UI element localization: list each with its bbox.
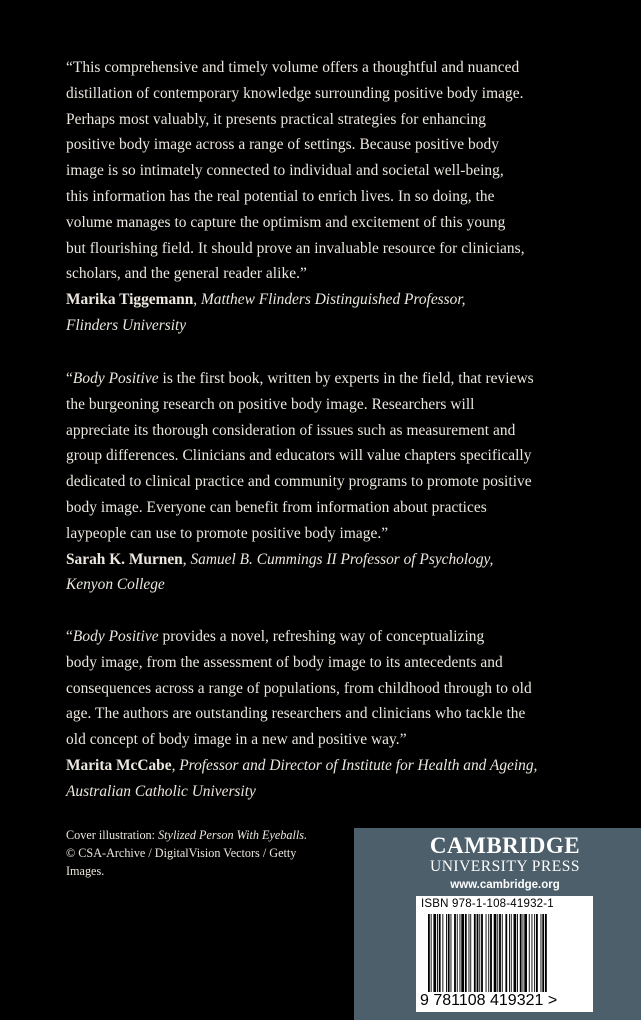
quote-line: old concept of body image in a new and positive way.” bbox=[66, 731, 407, 749]
quote-line: image is so intimately connected to individual and societal well-being, bbox=[66, 162, 504, 180]
author-name: Sarah K. Murnen bbox=[66, 550, 183, 568]
author-affiliation: Flinders University bbox=[66, 316, 187, 334]
credit-line: Images. bbox=[66, 864, 105, 878]
quote-line: group differences. Clinicians and educators will value chapters specifically bbox=[66, 447, 532, 465]
author-affiliation: Australian Catholic University bbox=[66, 782, 256, 800]
quote-open-mark: “ bbox=[66, 628, 73, 645]
quote-line: but flourishing field. It should prove an invaluable resource for clinicians, bbox=[66, 239, 525, 257]
book-title: Body Positive bbox=[72, 370, 159, 387]
quote-line: consequences across a range of populations, from childhood through to old bbox=[66, 679, 532, 697]
quote-text bbox=[66, 55, 586, 287]
quote-line: appreciate its thorough consideration of issues such as measurement and bbox=[66, 421, 516, 439]
author-name: Marika Tiggemann bbox=[66, 291, 194, 309]
quote-line: body image. Everyone can benefit from information about practices bbox=[66, 498, 487, 516]
quote-line: this information has the real potential to enrich lives. In so doing, the bbox=[66, 187, 495, 205]
quote-line: “This comprehensive and timely volume offers a thoughtful and nuanced bbox=[66, 59, 520, 76]
publisher-panel bbox=[354, 828, 641, 1020]
credit-line: © CSA-Archive / DigitalVision Vectors / Getty bbox=[66, 846, 297, 860]
author-role: Matthew Flinders Distinguished Professor, bbox=[200, 291, 466, 309]
quote-line: provides a novel, refreshing way of conceptualizing bbox=[158, 628, 485, 645]
publisher-url: www.cambridge.org bbox=[450, 879, 560, 891]
quote-line: positive body image across a range of settings. Because positive body bbox=[66, 136, 500, 154]
book-title: Body Positive bbox=[72, 628, 159, 645]
quote-line: is the first book, written by experts in the field, that reviews bbox=[158, 370, 534, 387]
isbn-barcode bbox=[416, 896, 593, 1012]
author-role: Professor and Director of Institute for Health and Ageing, bbox=[179, 756, 538, 774]
author-role: Samuel B. Cummings II Professor of Psychology, bbox=[190, 550, 494, 568]
quote-line: volume manages to capture the optimism and excitement of this young bbox=[66, 213, 506, 231]
quote-block-mccabe bbox=[66, 624, 586, 805]
barcode-digits: 9 781108 419321 > bbox=[420, 992, 558, 1009]
cover-illustration-credit bbox=[66, 826, 356, 880]
quote-attribution: Marika Tiggemann, Matthew Flinders Distinguished Professor, Flinders University bbox=[66, 291, 466, 334]
quote-line: body image, from the assessment of body image to its antecedents and bbox=[66, 653, 503, 671]
credit-title: Stylized Person With Eyeballs. bbox=[158, 828, 308, 842]
quote-line: Perhaps most valuably, it presents practical strategies for enhancing bbox=[66, 110, 487, 128]
quote-line: dedicated to clinical practice and community programs to promote positive bbox=[66, 473, 532, 491]
barcode-icon bbox=[424, 914, 586, 992]
credit-prefix: Cover illustration: bbox=[66, 828, 159, 842]
quote-open-mark: “ bbox=[66, 370, 73, 387]
publisher-name: CAMBRIDGE bbox=[429, 833, 581, 858]
quote-line: distillation of contemporary knowledge surrounding positive body image. bbox=[66, 84, 524, 102]
quote-line: age. The authors are outstanding researchers and clinicians who tackle the bbox=[66, 705, 526, 723]
quote-block-tiggemann bbox=[66, 55, 586, 339]
publisher-subtitle: UNIVERSITY PRESS bbox=[430, 858, 580, 875]
quote-text bbox=[66, 624, 586, 753]
quote-attribution: Marita McCabe, Professor and Director of Institute for Health and Ageing, Australian Catholic University bbox=[66, 756, 538, 800]
isbn-label: ISBN 978-1-108-41932-1 bbox=[421, 898, 554, 910]
quote-line: laypeople can use to promote positive body image.” bbox=[66, 524, 389, 542]
quote-attribution: Sarah K. Murnen, Samuel B. Cummings II Professor of Psychology, Kenyon College bbox=[66, 550, 494, 594]
author-name: Marita McCabe bbox=[66, 756, 172, 774]
quote-line: the burgeoning research on positive body image. Researchers will bbox=[66, 395, 475, 413]
author-affiliation: Kenyon College bbox=[66, 576, 165, 594]
quote-block-murnen bbox=[66, 366, 586, 598]
quote-text bbox=[66, 366, 586, 547]
quote-line: scholars, and the general reader alike.” bbox=[66, 265, 307, 283]
